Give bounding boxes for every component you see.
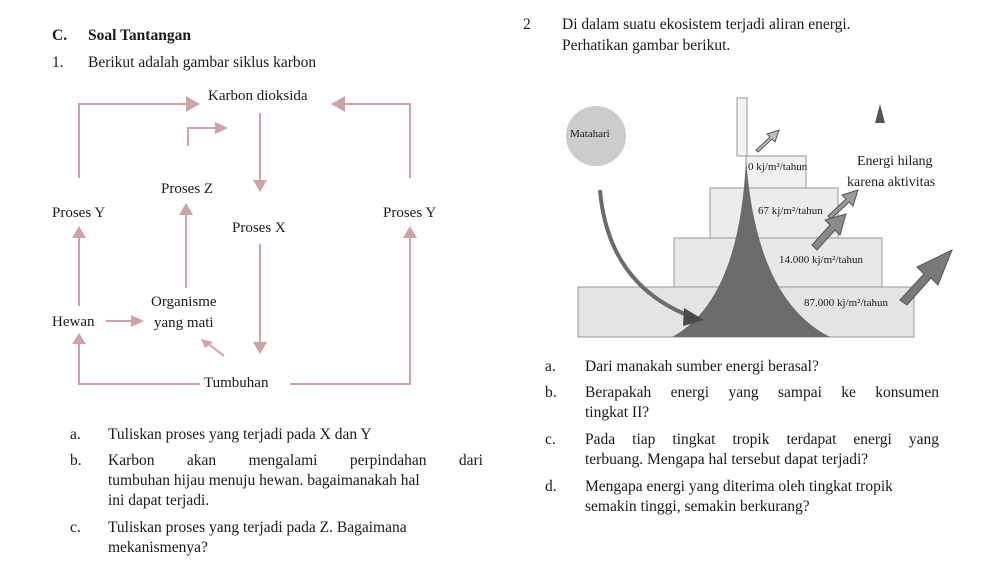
q1-number: 1. [52,54,64,71]
label-proses-x: Proses X [232,220,286,236]
q1-item-c-line2: mekanismenya? [108,539,208,556]
q1-item-a-letter: a. [70,426,81,443]
q2-item-a-letter: a. [545,358,556,375]
q2-item-d-letter: d. [545,478,557,495]
q2-item-b-line2: tingkat II? [585,404,650,421]
pyramid-top-post [737,98,747,156]
q2-number: 2 [523,16,531,33]
q1-item-a-line1: Tuliskan proses yang terjadi pada X dan Y [108,426,372,443]
q1-intro: Berikut adalah gambar siklus karbon [88,54,317,71]
q2-line2: Perhatikan gambar berikut. [562,37,731,54]
label-tumbuhan: Tumbuhan [204,375,269,391]
q2-item-c-line1: Pada tiap tingkat tropik terdapat energi yang [585,431,939,448]
q2-item-b-letter: b. [545,384,557,401]
q2-item-c-line2: terbuang. Mengapa hal tersebut dapat terjadi? [585,451,869,468]
q2-item-d-line1: Mengapa energi yang diterima oleh tingkat tropik [585,478,893,495]
section-title: Soal Tantangan [88,27,191,44]
level-label-top: 0 kj/m²/tahun [748,161,808,173]
level-label-1: 87.000 kj/m²/tahun [804,297,888,309]
q1-item-c-letter: c. [70,519,81,536]
label-organisme: Organisme [151,294,217,310]
q2-item-d-line2: semakin tinggi, semakin berkurang? [585,498,810,515]
level-label-2: 14.000 kj/m²/tahun [779,254,863,266]
q2-item-c-letter: c. [545,431,556,448]
q2-item-b-line1: Berapakah energi yang sampai ke konsumen [585,384,939,401]
top-marker [875,104,885,123]
sun-label: Matahari [570,128,610,140]
q1-item-c-line1: Tuliskan proses yang terjadi pada Z. Bagaimana [108,519,407,536]
q2-item-a-line1: Dari manakah sumber energi berasal? [585,358,819,375]
energi-hilang-line1: Energi hilang [857,154,933,169]
label-yang-mati: yang mati [154,315,214,331]
q1-item-b-letter: b. [70,452,82,469]
label-proses-y-right: Proses Y [383,205,437,221]
label-hewan: Hewan [52,314,95,330]
q2-line1: Di dalam suatu ekosistem terjadi aliran energi. [562,16,851,33]
label-proses-y-left: Proses Y [52,205,106,221]
energi-hilang-line2: karena aktivitas [847,175,936,190]
label-karbon-dioksida: Karbon dioksida [208,88,308,104]
label-proses-z: Proses Z [161,181,214,197]
level-label-3: 67 kj/m²/tahun [758,205,823,217]
q1-item-b-line2: tumbuhan hijau menuju hewan. bagaimanakah hal [108,472,420,489]
section-letter: C. [52,27,68,44]
q1-item-b-line1: Karbon akan mengalami perpindahan dari [108,452,483,469]
q1-item-b-line3: ini dapat terjadi. [108,492,210,509]
